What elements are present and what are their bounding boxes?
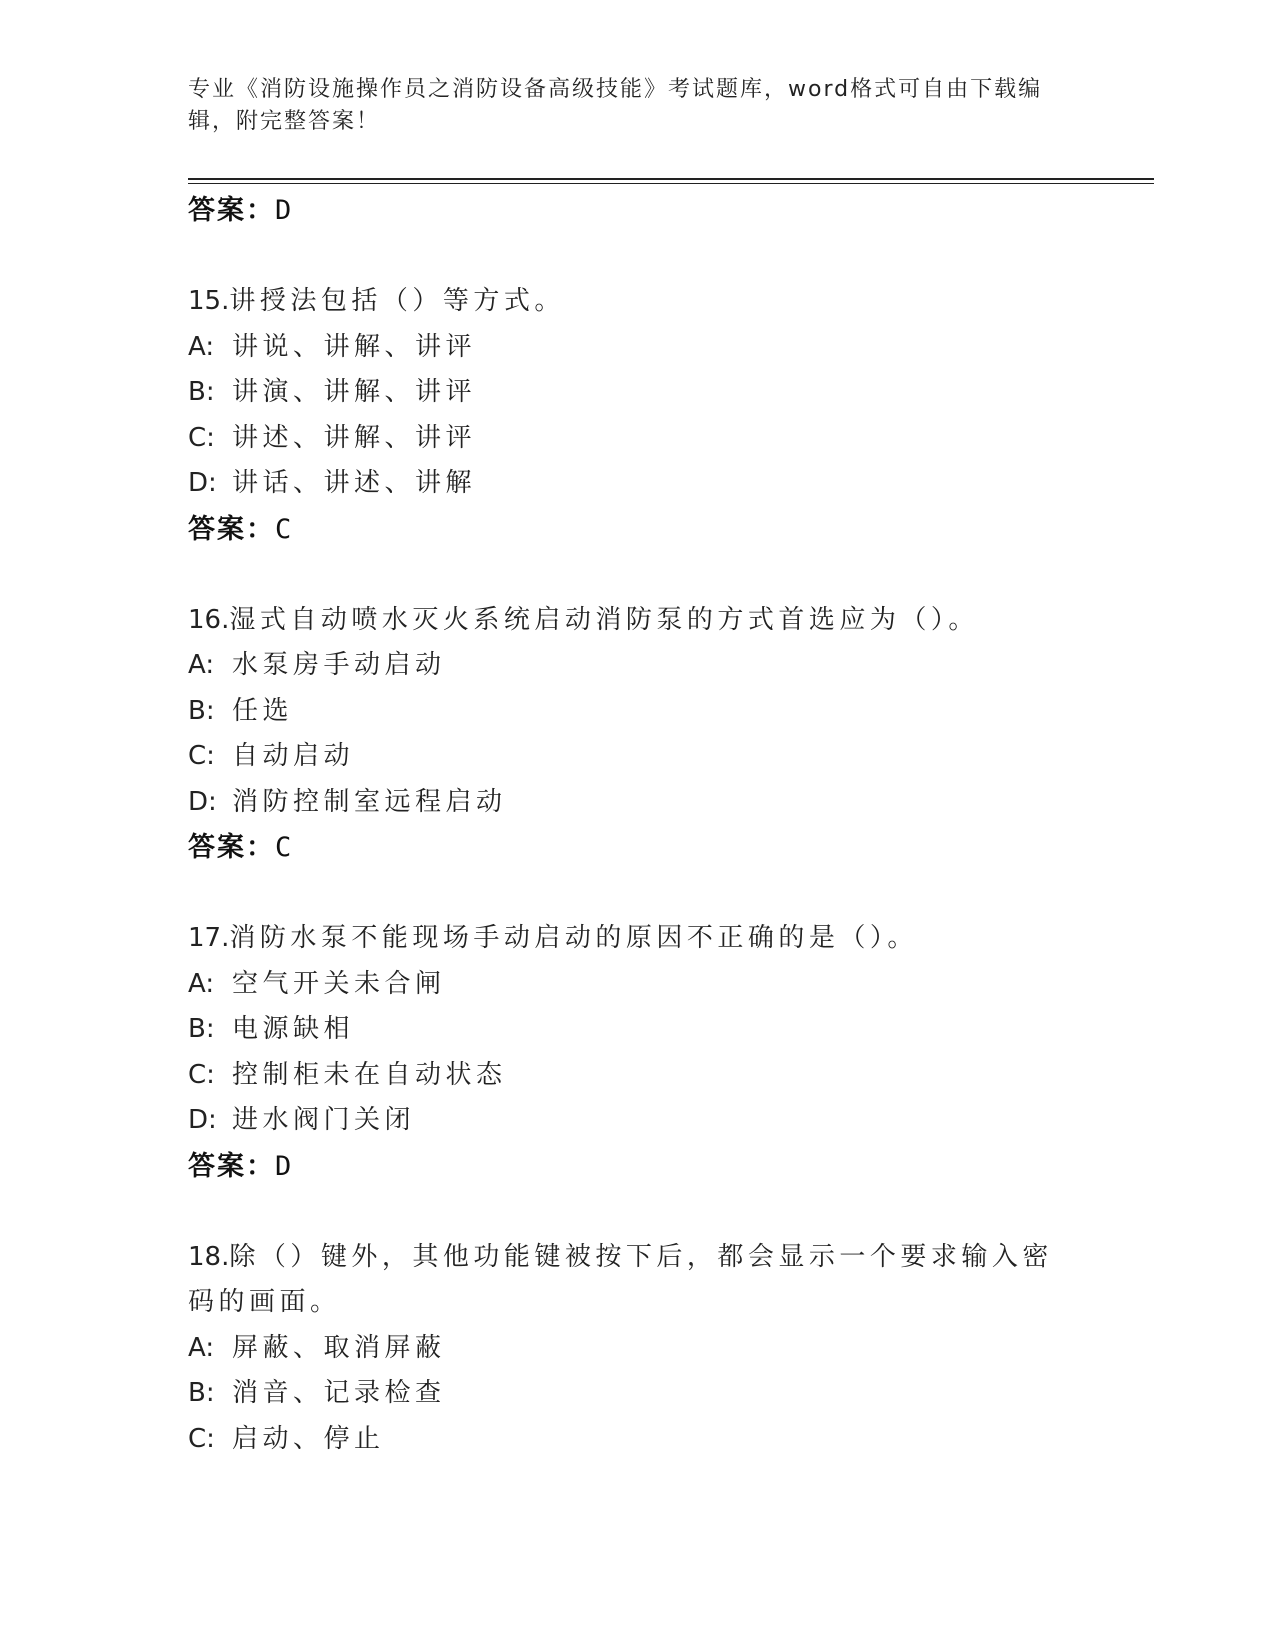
option	[188, 416, 1088, 462]
option	[188, 962, 1088, 1008]
option	[188, 1326, 1088, 1372]
question-number: 15.	[188, 286, 230, 316]
answer-label: 答案：	[188, 513, 275, 545]
option-label: C:	[188, 741, 215, 771]
option-text: 讲说、讲解、讲评	[232, 331, 477, 362]
option	[188, 780, 1088, 826]
option-label: D:	[188, 786, 217, 817]
answer-label: 答案：	[188, 832, 275, 863]
question-text: 消防水泵不能现场手动启动的原因不正确的是（）。	[229, 923, 918, 953]
option	[188, 461, 1088, 507]
option-label: B:	[188, 1014, 215, 1044]
option	[188, 370, 1088, 416]
option	[188, 1371, 1088, 1417]
option-label: A:	[188, 1332, 215, 1363]
option	[188, 734, 1088, 780]
option-text: 水泵房手动启动	[232, 650, 446, 680]
question-list	[188, 188, 1088, 1462]
option-text: 电源缺相	[232, 1014, 355, 1044]
header-divider-thin	[188, 183, 1154, 184]
answer-line	[188, 1144, 1088, 1190]
option-text: 启动、停止	[232, 1423, 385, 1454]
answer-value: C	[275, 513, 292, 545]
option-label: C:	[188, 1059, 215, 1090]
question-number: 17.	[188, 923, 230, 953]
option-label: A:	[188, 650, 215, 680]
option-label: C:	[188, 422, 215, 453]
question-text: 讲授法包括（）等方式。	[229, 286, 565, 316]
question-block	[188, 279, 1088, 552]
answer-value: D	[275, 1150, 292, 1182]
option-text: 空气开关未合闸	[232, 968, 446, 999]
option-text: 讲述、讲解、讲评	[232, 422, 477, 453]
option-label: D:	[188, 1105, 217, 1135]
option	[188, 325, 1088, 371]
question-number: 16.	[188, 604, 230, 635]
option-text: 控制柜未在自动状态	[232, 1059, 507, 1090]
option-text: 讲话、讲述、讲解	[232, 468, 477, 498]
option	[188, 643, 1088, 689]
option-text: 消音、记录检查	[232, 1378, 446, 1408]
option	[188, 1098, 1088, 1144]
option-text: 消防控制室远程启动	[232, 786, 507, 817]
option-text: 任选	[232, 695, 294, 726]
option	[188, 689, 1088, 735]
option-label: C:	[188, 1423, 215, 1454]
option-label: A:	[188, 968, 215, 999]
header-divider-thick	[188, 178, 1154, 180]
question-stem	[188, 1235, 1078, 1326]
question-text: 除（）键外，其他功能键被按下后，都会显示一个要求输入密码的画面。	[188, 1241, 1053, 1317]
answer-label: 答案：	[188, 1150, 275, 1182]
question-block	[188, 916, 1088, 1189]
answer-label: 答案：	[188, 195, 275, 226]
answer-line	[188, 507, 1088, 553]
question-number: 18.	[188, 1241, 230, 1272]
option-text: 讲演、讲解、讲评	[232, 377, 477, 407]
question-block	[188, 598, 1088, 871]
question-stem	[188, 916, 1088, 962]
answer-line	[188, 825, 1088, 871]
option-text: 进水阀门关闭	[232, 1105, 416, 1135]
option-label: B:	[188, 695, 215, 726]
option	[188, 1007, 1088, 1053]
option-label: B:	[188, 377, 215, 407]
question-stem	[188, 279, 1088, 325]
question-block	[188, 1235, 1088, 1463]
option-label: B:	[188, 1378, 215, 1408]
option-text: 屏蔽、取消屏蔽	[232, 1332, 446, 1363]
document-header: 专业《消防设施操作员之消防设备高级技能》考试题库，word格式可自由下载编辑，附完整答案！	[188, 77, 1043, 134]
option-label: A:	[188, 331, 215, 362]
answer-line	[188, 188, 1088, 234]
option	[188, 1417, 1088, 1463]
question-text: 湿式自动喷水灭火系统启动消防泵的方式首选应为（）。	[229, 604, 979, 635]
option	[188, 1053, 1088, 1099]
answer-value: C	[275, 832, 292, 863]
question-stem	[188, 598, 1088, 644]
option-label: D:	[188, 468, 217, 498]
answer-value: D	[275, 195, 292, 226]
option-text: 自动启动	[232, 741, 355, 771]
